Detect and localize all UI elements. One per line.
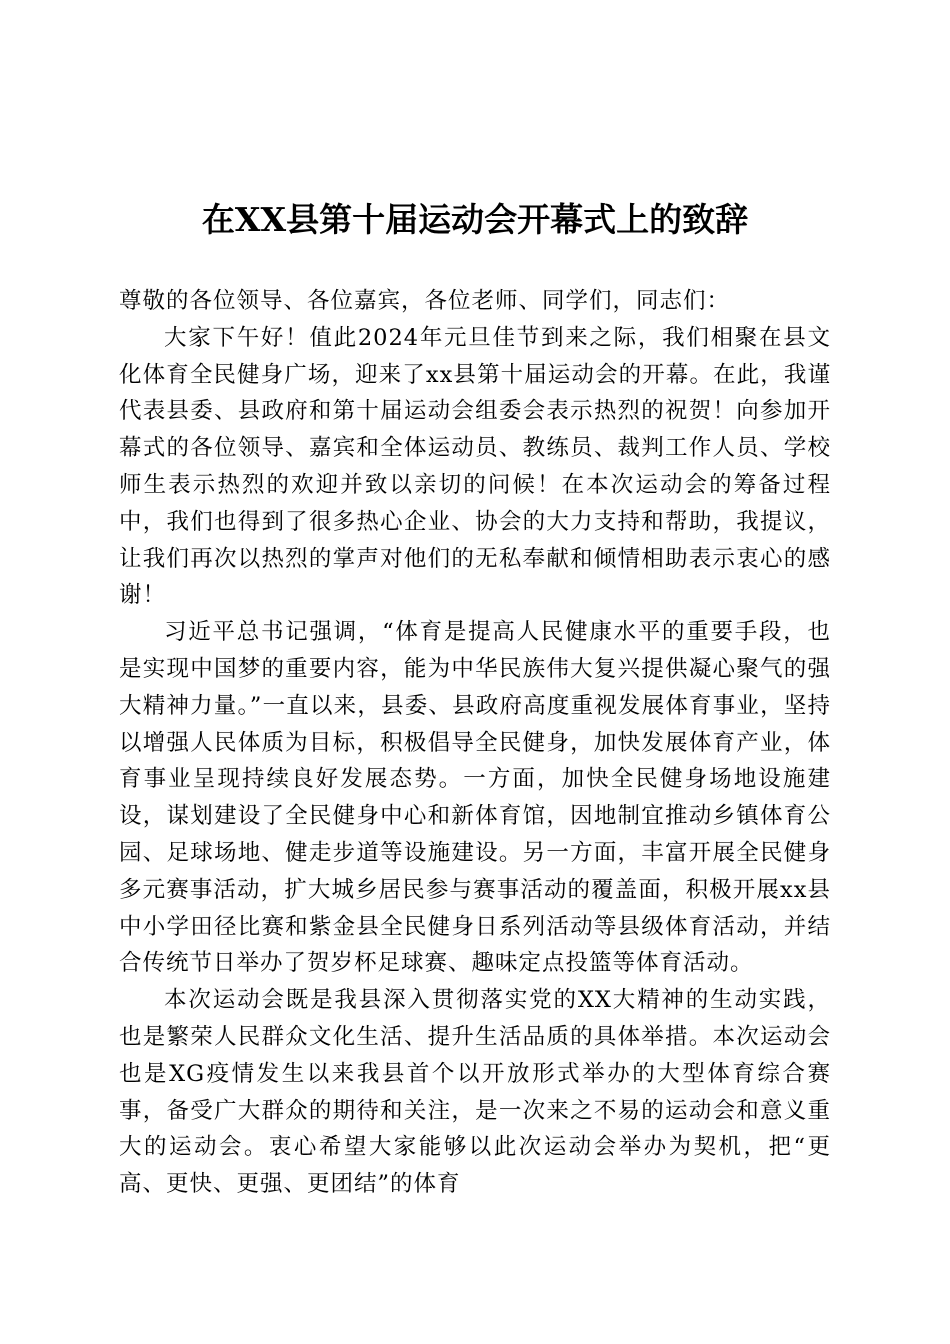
paragraph-1: 大家下午好！值此2024年元旦佳节到来之际，我们相聚在县文化体育全民健身广场，迎来了xx县第十届运动会的开幕。在此，我谨代表县委、县政府和第十届运动会组委会表示热烈的祝贺！向参加开幕式的各位领导、嘉宾和全体运动员、教练员、裁判工作人员、学校师生表示热烈的欢迎并致以亲切的问候！在本次运动会的筹备过程中，我们也得到了很多热心企业、协会的大力支持和帮助，我提议，让我们再次以热烈的掌声对他们的无私奉献和倾情相助表示衷心的感谢！ [119,324,831,609]
paragraph-3: 本次运动会既是我县深入贯彻落实党的XX大精神的生动实践，也是繁荣人民群众文化生活、提升生活品质的具体举措。本次运动会也是XG疫情发生以来我县首个以开放形式举办的大型体育综合赛事，备受广大群众的期待和关注，是一次来之不易的运动会和意义重大的运动会。衷心希望大家能够以此次运动会举办为契机，把“更高、更快、更强、更团结”的体育 [119,987,831,1198]
document-body [119,283,831,1203]
paragraph-2: 习近平总书记强调，“体育是提高人民健康水平的重要手段，也是实现中国梦的重要内容，能为中华民族伟大复兴提供凝心聚气的强大精神力量。”一直以来，县委、县政府高度重视发展体育事业，坚持以增强人民体质为目标，积极倡导全民健身，加快发展体育产业，体育事业呈现持续良好发展态势。一方面，加快全民健身场地设施建设，谋划建设了全民健身中心和新体育馆，因地制宜推动乡镇体育公园、足球场地、健走步道等设施建设。另一方面，丰富开展全民健身多元赛事活动，扩大城乡居民参与赛事活动的覆盖面，积极开展xx县中小学田径比赛和紫金县全民健身日系列活动等县级体育活动，并结合传统节日举办了贺岁杯足球赛、趣味定点投篮等体育活动。 [119,619,831,977]
document-title: 在XX县第十届运动会开幕式上的致辞 [201,200,749,239]
salutation: 尊敬的各位领导、各位嘉宾，各位老师、同学们，同志们： [119,288,731,314]
